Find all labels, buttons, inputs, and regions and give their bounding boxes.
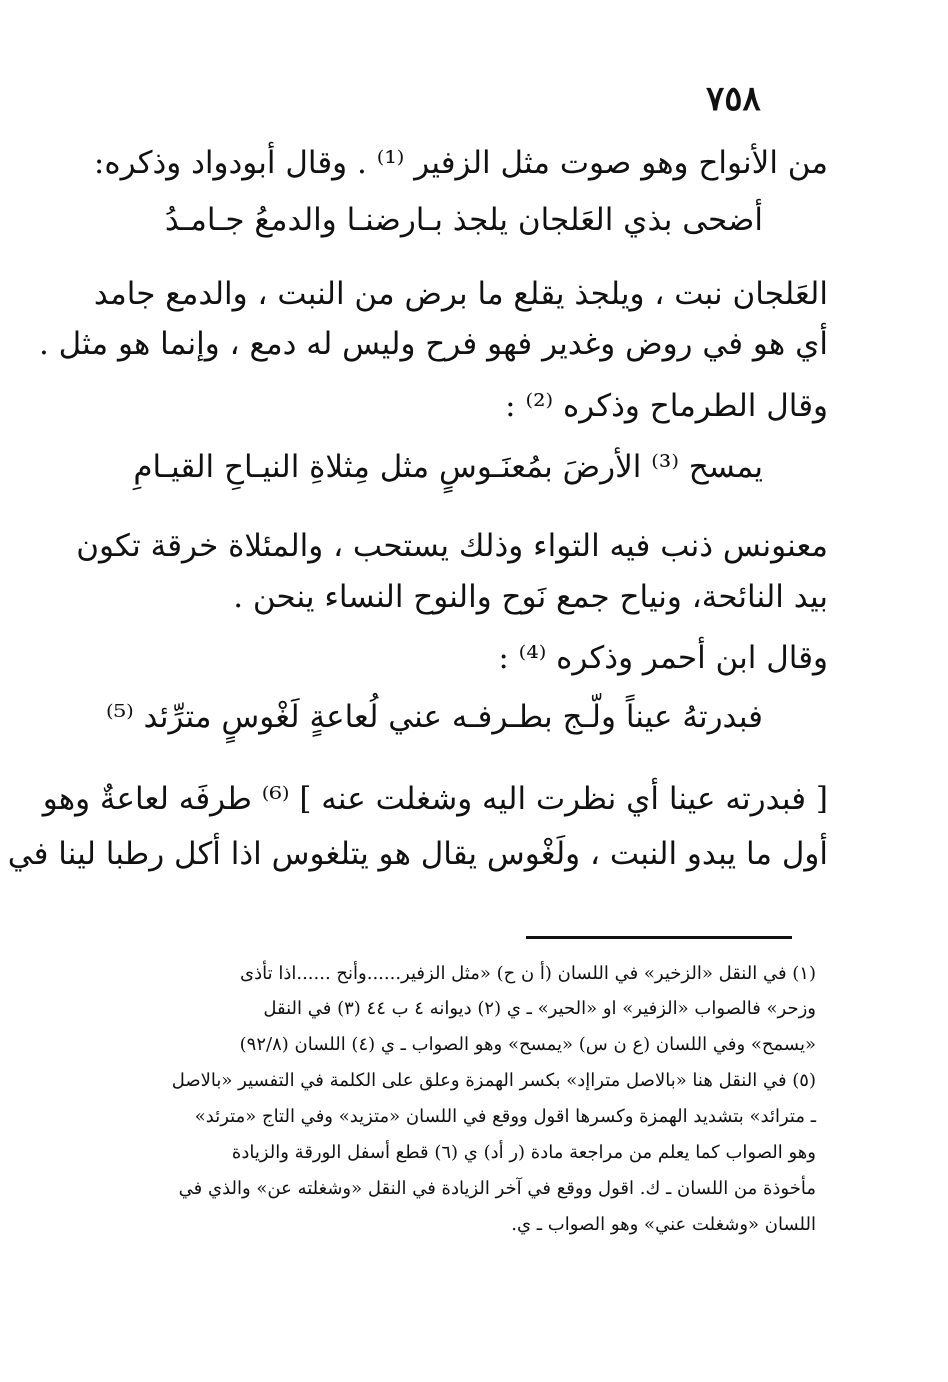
text-line: وقال ابن أحمر وذكره ⁽⁴⁾ : [498, 640, 828, 676]
footnote-separator [526, 936, 792, 939]
poem-line: أضحى بذي العَلجان يلجذ بـارضنـا والدمعُ جـامـدُ [164, 202, 763, 238]
footnote-line: وهو الصواب كما يعلم من مراجعة مادة (ر أد) ي (٦) قطع أسفل الورقة والزيادة [231, 1142, 816, 1163]
text-line: أول ما يبدو النبت ، ولَغْوس يقال هو يتلغوس اذا أكل رطبا لينا في [7, 836, 828, 872]
footnote-line: (١) في النقل «الزخير» في اللسان (أ ن ح) «مثل الزفير......وأنح ......اذا تأذى [240, 963, 816, 984]
text-line: وقال الطرماح وذكره ⁽²⁾ : [505, 388, 828, 424]
text-line: من الأنواح وهو صوت مثل الزفير ⁽¹⁾ . وقال أبودواد وذكره: [93, 145, 828, 181]
text-line: بيد النائحة، ونياح جمع نَوح والنوح النساء ينحن . [233, 579, 828, 615]
text-line: [ فبدرته عينا أي نظرت اليه وشغلت عنه ] ⁽⁶⁾ طرفَه لعاعةٌ وهو [42, 781, 828, 817]
text-line: العَلجان نبت ، ويلجذ يقلع ما برض من النبت ، والدمع جامد [93, 276, 828, 312]
page-number: ٧٥٨ [706, 79, 761, 119]
footnote-line: «يسمح» وفي اللسان (ع ن س) «يمسح» وهو الصواب ـ ي (٤) اللسان (٩٢/٨) [239, 1034, 816, 1055]
footnote-line: ـ مترائد» بتشديد الهمزة وكسرها اقول ووقع في اللسان «متزيد» وفي التاج «مترئد» [194, 1106, 816, 1127]
footnote-line: اللسان «وشغلت عني» وهو الصواب ـ ي. [511, 1214, 816, 1235]
poem-line: يمسح ⁽³⁾ الأرضَ بمُعنَـوسٍ مثل مِثلاةِ النيـاحِ القيـامِ [133, 449, 763, 485]
text-line: أي هو في روض وغدير فهو فرح وليس له دمع ، وإنما هو مثل . [38, 326, 828, 362]
footnote-line: وزحر» فالصواب «الزفير» او «الحير» ـ ي (٢) ديوانه ٤ ب ٤٤ (٣) في النقل [263, 998, 816, 1019]
text-line: معنونس ذنب فيه التواء وذلك يستحب ، والمئلاة خرقة تكون [76, 528, 828, 564]
footnote-line: مأخوذة من اللسان ـ ك. اقول ووقع في آخر الزيادة في النقل «وشغلته عن» والذي في [178, 1178, 816, 1199]
poem-line: فبدرتهُ عيناً ولّـج بطـرفـه عني لُعاعةٍ لَغْوسٍ مترِّئد ⁽⁵⁾ [106, 699, 763, 735]
footnote-line: (٥) في النقل هنا «بالاصل متراإد» بكسر الهمزة وعلق على الكلمة في التفسير «بالاصل [171, 1070, 816, 1091]
